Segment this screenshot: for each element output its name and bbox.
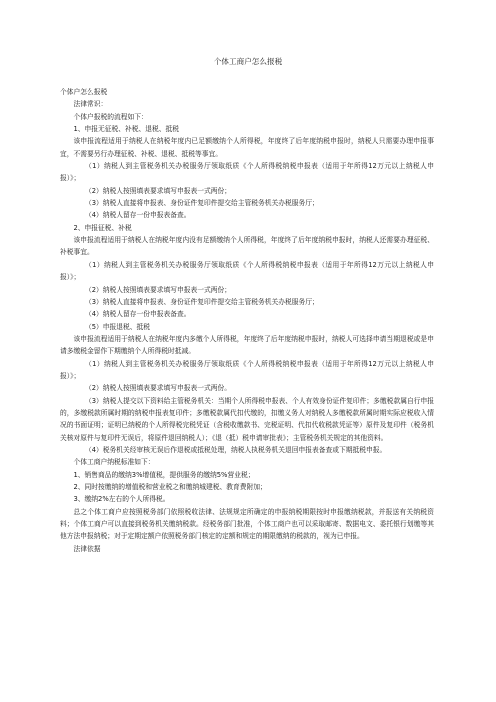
- paragraph: 法律依据: [73, 544, 101, 553]
- paragraph: 总之个体工商户应按照税务部门依照税收法律、法规规定所确定的申报纳税期限按时申报缴纳税款，并报送有关纳税资料；个体工商户可以直接到税务机关缴纳税款。经税务部门批准，个体工商户也可以采取邮寄、数据电文、委托银行划缴等其他方法申报纳税；对于定期定额户依照税务部门核定的定额和规定的期限缴纳的税款的，视为已申报。: [60, 507, 434, 541]
- paragraph: （1）纳税人到主管税务机关办税服务厅领取纸质《个人所得税纳税申报表（适用于年所得12万元以上纳税人申报）》；: [60, 359, 434, 380]
- paragraph: （5）申报退税、抵税: [85, 322, 151, 331]
- paragraph: （1）纳税人到主管税务机关办税服务厅领取纸质《个人所得税纳税申报表（适用于年所得12万元以上纳税人申报）》；: [60, 162, 434, 183]
- paragraph: （2）纳税人按照填表要求填写申报表一式两份。: [85, 384, 232, 393]
- paragraph: 1、申报无征税、补税、退税、抵税: [73, 125, 180, 134]
- paragraph: （4）税务机关经审核无误后作退税或抵税处理，纳税人执税务机关退回申报表备查或下期抵税申报。: [85, 445, 387, 454]
- paragraph: （4）纳税人留存一份申报表备查。: [85, 310, 191, 319]
- paragraph: 该申报流程适用于纳税人在纳税年度内已足额缴纳个人所得税，年度终了后年度纳税申报时，纳税人只需要办理申报事宜，不需要另行办理征税、补税、退税、抵税等事宜。: [60, 137, 434, 158]
- paragraph: （3）纳税人提交以下资料给主管税务机关：当期个人所得税申报表、个人有效身份证件复印件；多缴税款属自行申报的，多缴税款所属时期的纳税申报表复印件；多缴税款属代扣代缴的，扣缴义务人对纳税人多缴税款所属时期实际应税收入情况的书面证明；证明已纳税的个人所得税完税凭证（含税收缴款书、完税证明、代扣代收税款凭证等）原件及复印件（税务机关核对原件与复印件无误后，将原件退回纳税人）；《退（抵）税申请审批表》；主管税务机关规定的其他资料。: [60, 396, 434, 442]
- document-title: 个体工商户怎么报税: [213, 57, 283, 66]
- paragraph: 法律常识：: [73, 100, 108, 109]
- paragraph: （1）纳税人到主管税务机关办税服务厅领取纸质《个人所得税纳税申报表（适用于年所得12万元以上纳税人申报）》；: [60, 260, 434, 282]
- paragraph: 2、同时按缴纳的增值税和营业税之和缴纳城建税、教育费附加；: [73, 483, 267, 491]
- paragraph: 个体户怎么报税: [60, 88, 108, 96]
- paragraph: 该申报流程适用于纳税人在纳税年度内多缴个人所得税，年度终了后年度纳税申报时，纳税人可选择申请当期退税或是申请多缴税金留作下期缴纳个人所得税时抵减。: [60, 334, 434, 356]
- document-body: [60, 86, 434, 555]
- paragraph: （4）纳税人留存一份申报表备查。: [85, 211, 191, 220]
- paragraph: 该申报流程适用于纳税人在纳税年度内没有足额缴纳个人所得税，年度终了后年度纳税申报时，纳税人还需要办理征税、补税事宜。: [60, 236, 434, 257]
- paragraph: 个体户报税的流程如下：: [73, 112, 148, 121]
- paragraph: 1、销售商品的缴纳3%增值税，提供服务的缴纳5%营业税；: [73, 470, 255, 479]
- paragraph: 个体工商户纳税标准如下：: [73, 458, 155, 467]
- paragraph: （3）纳税人直接将申报表、身份证件复印件提交给主管税务机关办税服务厅；: [85, 297, 319, 306]
- paragraph: 3、缴纳2%左右的个人所得税。: [73, 495, 170, 504]
- paragraph: （2）纳税人按照填表要求填写申报表一式两份；: [85, 186, 232, 195]
- paragraph: 2、申报征税、补税: [73, 223, 132, 232]
- paragraph: （3）纳税人直接将申报表、身份证件复印件提交给主管税务机关办税服务厅；: [85, 199, 319, 208]
- paragraph: （2）纳税人按照填表要求填写申报表一式两份；: [85, 285, 232, 294]
